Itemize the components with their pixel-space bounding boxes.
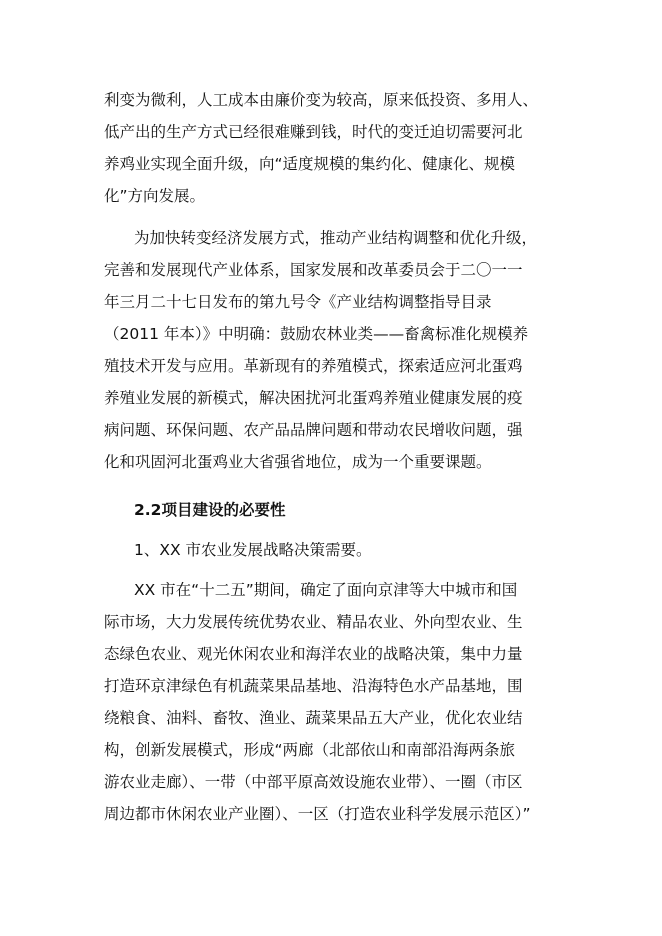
section-heading: 2.2项目建设的必要性 bbox=[134, 501, 286, 519]
body-text-line: 游农业走廊）、一带（中部平原高效设施农业带）、一圈（市区 bbox=[104, 773, 523, 791]
body-text-line: 化”方向发展。 bbox=[104, 187, 206, 205]
body-text-line: 际市场，大力发展传统优势农业、精品农业、外向型农业、生 bbox=[104, 613, 523, 631]
body-text-line: 利变为微利，人工成本由廉价变为较高，原来低投资、多用人、 bbox=[104, 91, 539, 109]
body-text-line: 低产出的生产方式已经很难赚到钱，时代的变迁迫切需要河北 bbox=[104, 123, 523, 141]
body-text-line: 态绿色农业、观光休闲农业和海洋农业的战略决策，集中力量 bbox=[104, 645, 523, 663]
subsection-heading: 1、XX 市农业发展战略决策需要。 bbox=[134, 541, 372, 559]
body-text-line: 年三月二十七日发布的第九号令《产业结构调整指导目录 bbox=[104, 293, 492, 311]
paragraph-first-line: 为加快转变经济发展方式，推动产业结构调整和优化升级， bbox=[134, 229, 538, 247]
body-text-line: 病问题、环保问题、农产品品牌问题和带动农民增收问题，强 bbox=[104, 421, 523, 439]
paragraph-first-line: XX 市在“十二五”期间，确定了面向京津等大中城市和国 bbox=[134, 581, 518, 599]
body-text-line: 绕粮食、油料、畜牧、渔业、蔬菜果品五大产业，优化农业结 bbox=[104, 709, 523, 727]
body-text-line: 周边都市休闲农业产业圈）、一区（打造农业科学发展示范区）” bbox=[104, 805, 531, 823]
body-text-line: 完善和发展现代产业体系，国家发展和改革委员会于二〇一一 bbox=[104, 261, 523, 279]
body-text-line: 养鸡业实现全面升级，向“适度规模的集约化、健康化、规模 bbox=[104, 155, 516, 173]
body-text-line: （2011 年本）》中明确：鼓励农林业类——畜禽标准化规模养 bbox=[104, 325, 529, 343]
body-text-line: 打造环京津绿色有机蔬菜果品基地、沿海特色水产品基地，围 bbox=[104, 677, 523, 695]
body-text-line: 化和巩固河北蛋鸡业大省强省地位，成为一个重要课题。 bbox=[104, 453, 492, 471]
body-text-line: 构，创新发展模式，形成“两廊（北部依山和南部沿海两条旅 bbox=[104, 741, 516, 759]
body-text-line: 殖技术开发与应用。革新现有的养殖模式，探索适应河北蛋鸡 bbox=[104, 357, 523, 375]
body-text-line: 养殖业发展的新模式，解决困扰河北蛋鸡养殖业健康发展的疫 bbox=[104, 389, 523, 407]
